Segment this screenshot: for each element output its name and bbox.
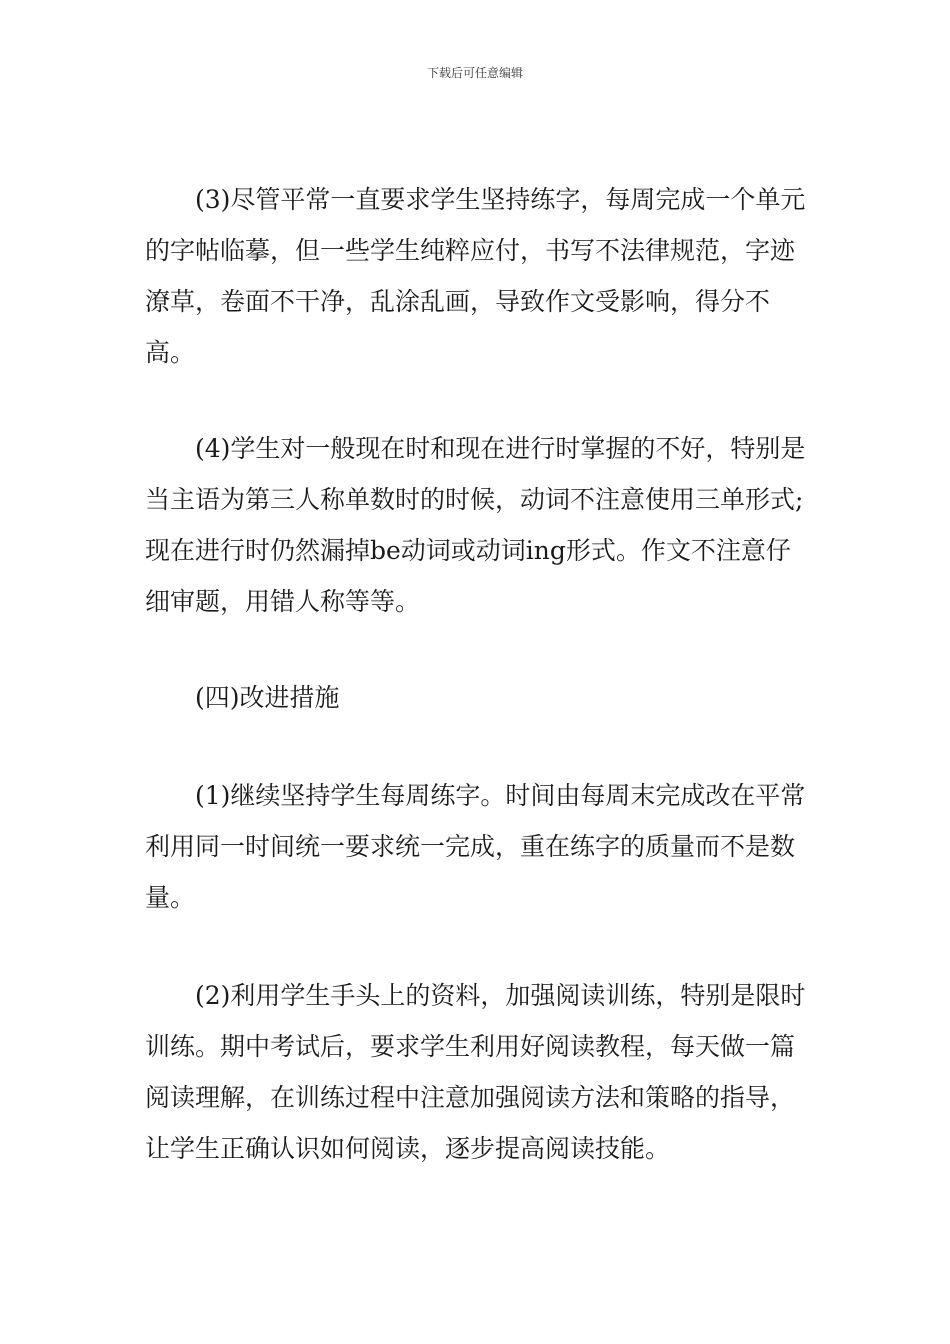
document-body bbox=[145, 174, 810, 1174]
paragraph-measure-2: (2)利用学生手头上的资料，加强阅读训练，特别是限时训练。期中考试后，要求学生利用好阅读教程，每天做一篇阅读理解，在训练过程中注意加强阅读方法和策略的指导，让学生正确认识如何阅读，逐步提高阅读技能。 bbox=[145, 981, 806, 1163]
paragraph-item-4: (4)学生对一般现在时和现在进行时掌握的不好，特别是当主语为第三人称单数时的时候，动词不注意使用三单形式;现在进行时仍然漏掉be动词或动词ing形式。作文不注意仔细审题，用错人称等等。 bbox=[145, 434, 806, 616]
page-header: 下载后可任意编辑 bbox=[426, 66, 523, 80]
paragraph-measure-1: (1)继续坚持学生每周练字。时间由每周末完成改在平常利用同一时间统一要求统一完成，重在练字的质量而不是数量。 bbox=[145, 781, 806, 912]
paragraph-item-3: (3)尽管平常一直要求学生坚持练字，每周完成一个单元的字帖临摹，但一些学生纯粹应付，书写不法律规范，字迹潦草，卷面不干净，乱涂乱画，导致作文受影响，得分不高。 bbox=[145, 185, 806, 367]
section-heading-improvement: (四)改进措施 bbox=[195, 683, 340, 712]
